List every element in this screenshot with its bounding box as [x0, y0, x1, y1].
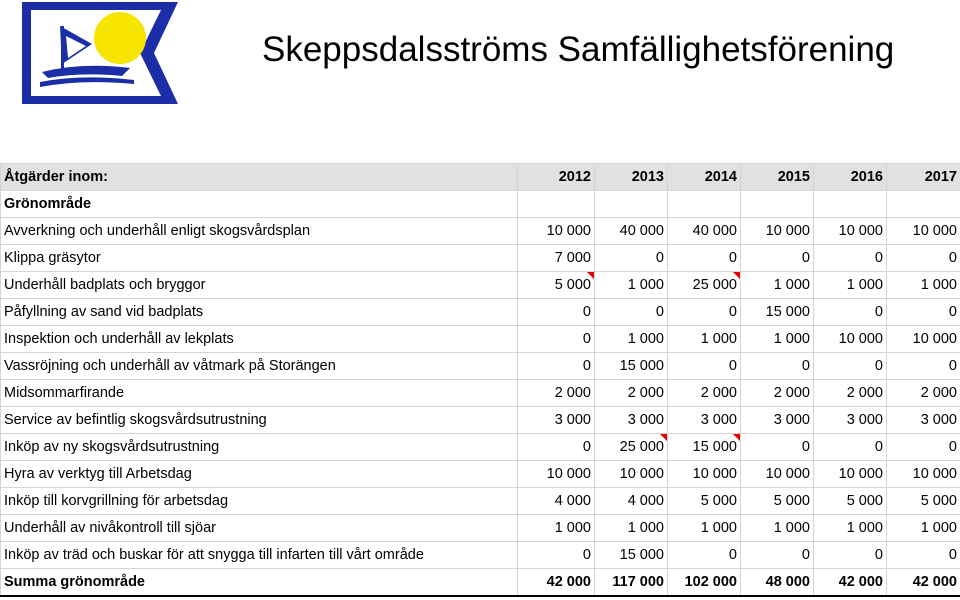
value-cell: 2 000 [518, 380, 595, 407]
value-cell: 3 000 [814, 407, 887, 434]
value-cell: 0 [595, 299, 668, 326]
table-row [1, 272, 960, 299]
page-title: Skeppsdalsströms Samfällighetsförening [262, 30, 895, 69]
total-value: 48 000 [741, 569, 814, 597]
value-cell: 10 000 [814, 326, 887, 353]
value-cell: 0 [887, 299, 960, 326]
table-row [1, 299, 960, 326]
value-cell: 10 000 [887, 218, 960, 245]
total-row [1, 569, 960, 597]
value-cell: 2 000 [595, 380, 668, 407]
row-label: Avverkning och underhåll enligt skogsvårdsplan [1, 218, 518, 245]
value-cell: 1 000 [741, 272, 814, 299]
table-row [1, 245, 960, 272]
table-row [1, 488, 960, 515]
value-cell: 2 000 [741, 380, 814, 407]
association-logo [22, 2, 178, 104]
value-cell: 25 000 [668, 272, 741, 299]
value-cell: 2 000 [814, 380, 887, 407]
value-cell: 1 000 [814, 272, 887, 299]
value-cell: 40 000 [668, 218, 741, 245]
row-label: Hyra av verktyg till Arbetsdag [1, 461, 518, 488]
year-header: 2017 [887, 164, 960, 191]
row-label: Inköp av ny skogsvårdsutrustning [1, 434, 518, 461]
value-cell: 15 000 [595, 353, 668, 380]
value-cell: 4 000 [595, 488, 668, 515]
table-row [1, 326, 960, 353]
value-cell: 25 000 [595, 434, 668, 461]
value-cell: 15 000 [668, 434, 741, 461]
value-cell: 15 000 [595, 542, 668, 569]
table-row [1, 515, 960, 542]
value-cell: 0 [814, 434, 887, 461]
year-header: 2015 [741, 164, 814, 191]
value-cell: 1 000 [741, 326, 814, 353]
value-cell: 10 000 [668, 461, 741, 488]
value-cell: 2 000 [668, 380, 741, 407]
value-cell: 5 000 [518, 272, 595, 299]
value-cell: 15 000 [741, 299, 814, 326]
value-cell: 1 000 [741, 515, 814, 542]
total-value: 42 000 [814, 569, 887, 597]
value-cell: 7 000 [518, 245, 595, 272]
table-row [1, 461, 960, 488]
value-cell: 1 000 [887, 272, 960, 299]
value-cell: 0 [814, 245, 887, 272]
value-cell: 0 [518, 326, 595, 353]
year-header: 2012 [518, 164, 595, 191]
value-cell: 5 000 [814, 488, 887, 515]
total-value: 117 000 [595, 569, 668, 597]
value-cell: 10 000 [887, 461, 960, 488]
value-cell: 0 [887, 434, 960, 461]
section-row [1, 191, 960, 218]
value-cell: 10 000 [887, 326, 960, 353]
value-cell: 0 [668, 542, 741, 569]
value-cell: 5 000 [741, 488, 814, 515]
value-cell: 0 [741, 353, 814, 380]
value-cell: 4 000 [518, 488, 595, 515]
value-cell: 1 000 [668, 515, 741, 542]
row-label: Inköp av träd och buskar för att snygga till infarten till vårt område [1, 542, 518, 569]
value-cell: 10 000 [814, 218, 887, 245]
value-cell: 0 [668, 353, 741, 380]
value-cell: 0 [518, 434, 595, 461]
value-cell: 10 000 [518, 218, 595, 245]
value-cell: 0 [668, 245, 741, 272]
table-row [1, 218, 960, 245]
value-cell: 0 [814, 299, 887, 326]
section-label: Grönområde [1, 191, 518, 218]
row-label: Klippa gräsytor [1, 245, 518, 272]
header-label: Åtgärder inom: [1, 164, 518, 191]
row-label: Inspektion och underhåll av lekplats [1, 326, 518, 353]
total-value: 42 000 [887, 569, 960, 597]
table-row [1, 542, 960, 569]
row-label: Service av befintlig skogsvårdsutrustning [1, 407, 518, 434]
value-cell: 1 000 [887, 515, 960, 542]
value-cell: 1 000 [518, 515, 595, 542]
value-cell: 1 000 [595, 515, 668, 542]
value-cell: 0 [518, 542, 595, 569]
year-header: 2013 [595, 164, 668, 191]
value-cell: 0 [741, 434, 814, 461]
value-cell: 40 000 [595, 218, 668, 245]
value-cell: 0 [887, 353, 960, 380]
value-cell: 3 000 [518, 407, 595, 434]
value-cell: 3 000 [668, 407, 741, 434]
value-cell: 1 000 [668, 326, 741, 353]
value-cell: 1 000 [595, 326, 668, 353]
table-row [1, 407, 960, 434]
sun-icon [94, 12, 146, 64]
value-cell: 5 000 [668, 488, 741, 515]
value-cell: 10 000 [595, 461, 668, 488]
value-cell: 2 000 [887, 380, 960, 407]
table-row [1, 353, 960, 380]
value-cell: 1 000 [595, 272, 668, 299]
value-cell: 0 [518, 353, 595, 380]
header-row [1, 164, 960, 191]
row-label: Inköp till korvgrillning för arbetsdag [1, 488, 518, 515]
total-value: 42 000 [518, 569, 595, 597]
value-cell: 5 000 [887, 488, 960, 515]
value-cell: 0 [887, 542, 960, 569]
value-cell: 10 000 [741, 218, 814, 245]
row-label: Påfyllning av sand vid badplats [1, 299, 518, 326]
value-cell: 0 [518, 299, 595, 326]
value-cell: 3 000 [741, 407, 814, 434]
value-cell: 0 [595, 245, 668, 272]
value-cell: 0 [814, 353, 887, 380]
row-label: Underhåll av nivåkontroll till sjöar [1, 515, 518, 542]
total-value: 102 000 [668, 569, 741, 597]
total-label: Summa grönområde [1, 569, 518, 597]
value-cell: 10 000 [741, 461, 814, 488]
value-cell: 0 [887, 245, 960, 272]
table-row [1, 380, 960, 407]
value-cell: 1 000 [814, 515, 887, 542]
value-cell: 0 [668, 299, 741, 326]
budget-table [0, 163, 960, 597]
row-label: Vassröjning och underhåll av våtmark på Storängen [1, 353, 518, 380]
row-label: Midsommarfirande [1, 380, 518, 407]
value-cell: 0 [741, 542, 814, 569]
value-cell: 3 000 [595, 407, 668, 434]
value-cell: 0 [814, 542, 887, 569]
value-cell: 0 [741, 245, 814, 272]
value-cell: 3 000 [887, 407, 960, 434]
value-cell: 10 000 [518, 461, 595, 488]
year-header: 2016 [814, 164, 887, 191]
table-row [1, 434, 960, 461]
year-header: 2014 [668, 164, 741, 191]
row-label: Underhåll badplats och bryggor [1, 272, 518, 299]
value-cell: 10 000 [814, 461, 887, 488]
